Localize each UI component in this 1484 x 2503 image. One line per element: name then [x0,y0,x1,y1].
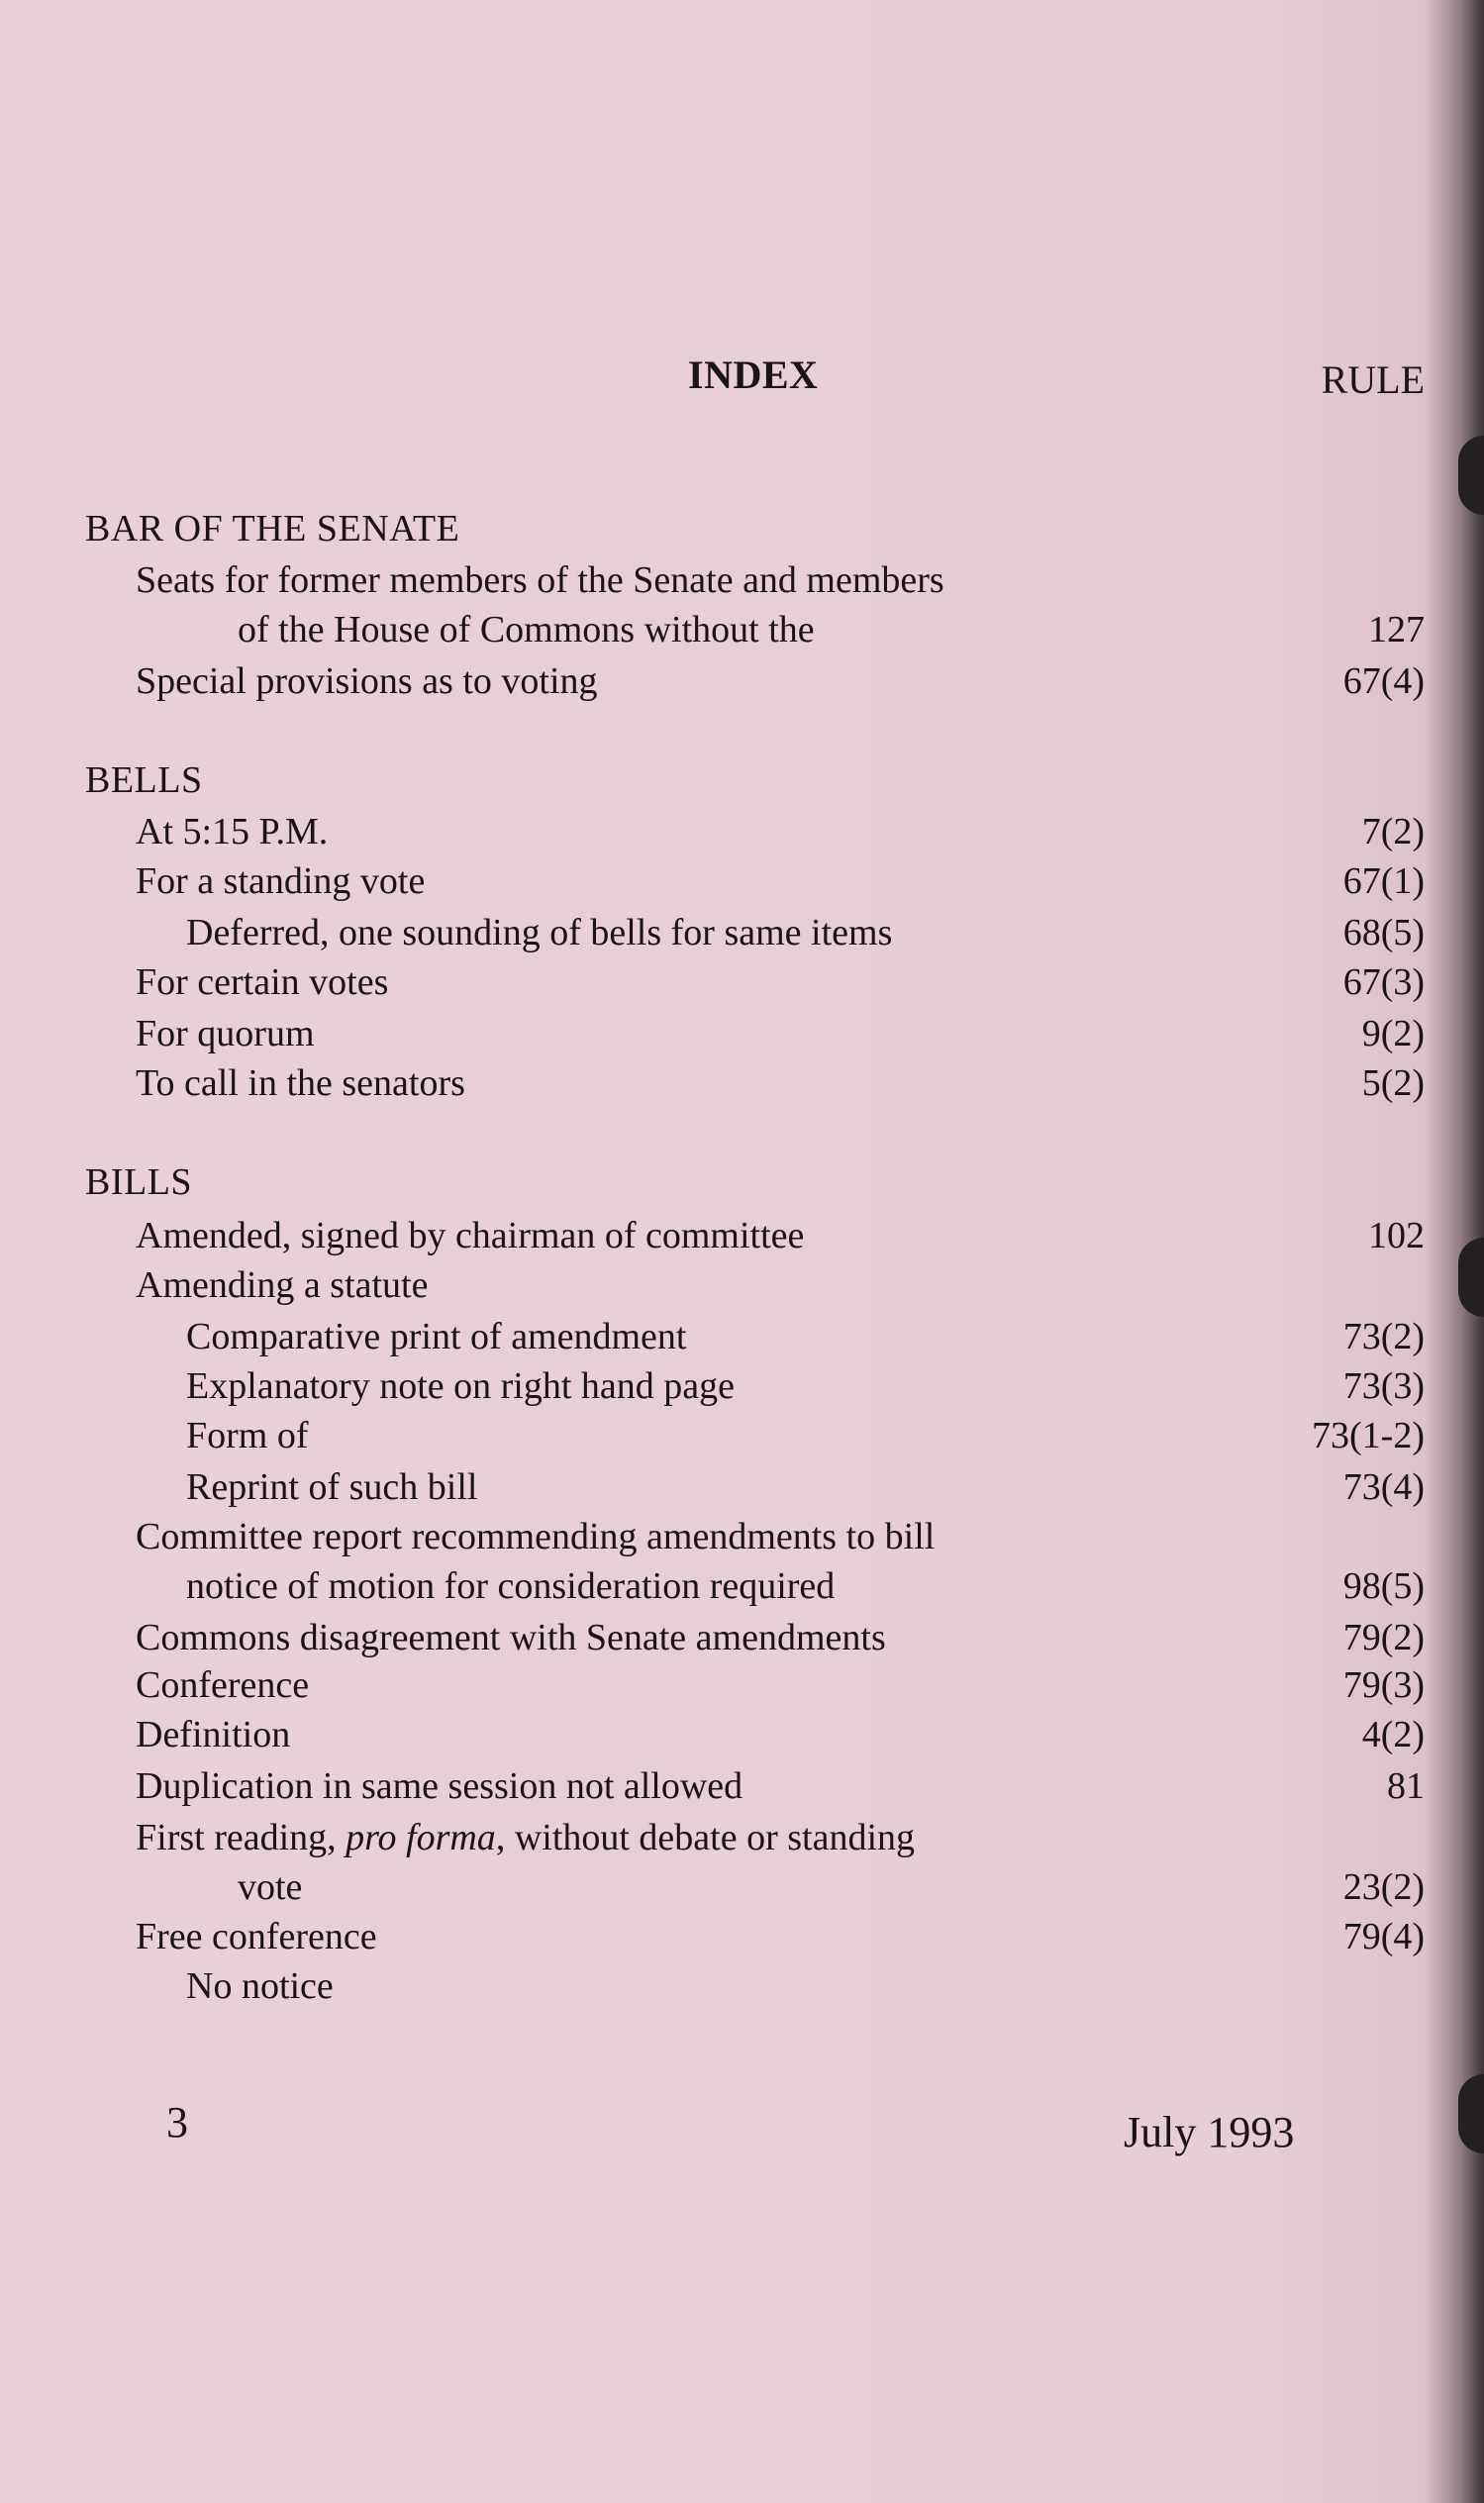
index-entry [0,507,1484,558]
index-entry [0,1764,1484,1816]
index-entry [0,810,1484,861]
entry-term: For a standing vote [136,860,426,902]
entry-term: Conference [136,1664,310,1706]
entry-rule: 68(5) [1342,912,1425,953]
entry-rule: 5(2) [1361,1062,1425,1104]
entry-rule: 67(1) [1342,860,1425,902]
entry-term: Free conference [136,1916,377,1957]
binding-hole-mark [1458,2074,1484,2153]
binding-hole-mark [1458,1238,1484,1317]
entry-rule: 7(2) [1361,811,1425,852]
entry-term: Deferred, one sounding of bells for same items [186,912,893,953]
entry-rule: 79(4) [1342,1916,1425,1957]
index-entry [0,608,1484,659]
entry-rule: 73(1-2) [1312,1415,1425,1456]
index-entry [0,911,1484,962]
entry-term: notice of motion for consideration required [186,1565,836,1607]
index-entry [0,1663,1484,1715]
entry-term: First reading, pro forma, without debate or standing [136,1817,916,1858]
entry-term: Reprint of such bill [186,1466,478,1508]
index-entry [0,1616,1484,1667]
entry-term: Committee report recommending amendments to bill [136,1516,936,1557]
entry-term: Seats for former members of the Senate and members [136,559,944,601]
entry-term: For quorum [136,1013,315,1054]
entry-rule: 98(5) [1342,1565,1425,1607]
index-entry [0,1364,1484,1416]
index-entry [0,558,1484,610]
entry-rule: 79(2) [1342,1617,1425,1658]
entry-rule: 73(2) [1342,1316,1425,1357]
index-entry [0,859,1484,911]
entry-rule: 73(3) [1342,1365,1425,1407]
index-entry [0,1713,1484,1764]
index-entry [0,1160,1484,1212]
entry-rule: 73(4) [1342,1466,1425,1508]
entry-term: Amending a statute [136,1264,429,1306]
index-entry [0,1263,1484,1315]
entry-rule: 4(2) [1361,1714,1425,1755]
entry-heading: BILLS [85,1161,193,1203]
index-entry [0,1012,1484,1063]
entry-term: of the House of Commons without the [238,609,815,651]
entry-term: No notice [186,1965,334,2007]
index-entry [0,1214,1484,1265]
entry-term: Amended, signed by chairman of committee [136,1215,805,1256]
entry-term: Special provisions as to voting [136,660,598,702]
entry-term: For certain votes [136,961,389,1003]
entry-rule: 127 [1368,609,1425,651]
entry-term: Comparative print of amendment [186,1316,687,1357]
index-entry [0,1865,1484,1917]
entry-term: Explanatory note on right hand page [186,1365,736,1407]
entry-term: Duplication in same session not allowed [136,1765,743,1807]
entry-term: To call in the senators [136,1062,465,1104]
entry-rule: 67(3) [1342,961,1425,1003]
entry-rule: 102 [1368,1215,1425,1256]
index-entry [0,1515,1484,1566]
index-entry [0,960,1484,1012]
entry-rule: 81 [1387,1765,1425,1807]
index-entry [0,1061,1484,1113]
rule-column-heading: RULE [1321,357,1425,402]
index-entry [0,1964,1484,2016]
entry-term: Form of [186,1415,309,1456]
entry-term: Definition [136,1714,291,1755]
entry-rule: 23(2) [1342,1866,1425,1908]
index-entry [0,1315,1484,1366]
entry-rule: 67(4) [1342,660,1425,702]
binding-hole-mark [1458,436,1484,515]
index-entry [0,1414,1484,1465]
entry-term: At 5:15 P.M. [136,811,329,852]
page-number: 3 [166,2098,188,2147]
index-entry [0,659,1484,711]
index-entry [0,1816,1484,1867]
index-entry [0,1915,1484,1966]
index-heading: INDEX [688,352,819,397]
entry-rule: 79(3) [1342,1664,1425,1706]
entry-rule: 9(2) [1361,1013,1425,1054]
index-entry [0,758,1484,810]
index-entry [0,1564,1484,1616]
revision-date: July 1993 [1124,2108,1295,2156]
entry-heading: BELLS [85,759,203,801]
entry-heading: BAR OF THE SENATE [85,508,460,550]
index-entry [0,1465,1484,1517]
entry-term: Commons disagreement with Senate amendments [136,1617,886,1658]
entry-term: vote [238,1866,303,1908]
